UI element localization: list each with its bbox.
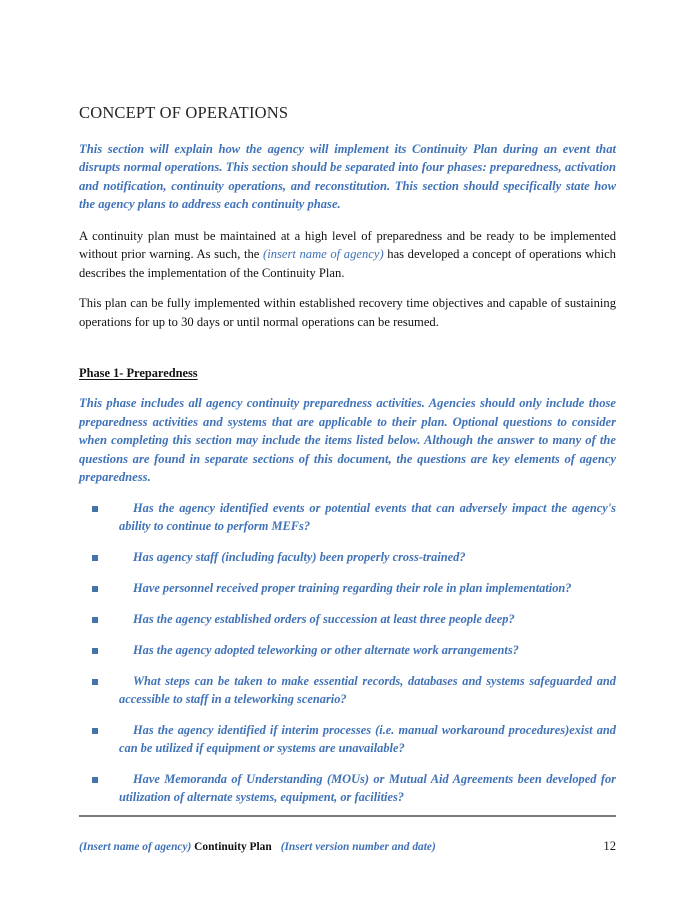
page-title: CONCEPT OF OPERATIONS xyxy=(79,103,289,122)
list-item xyxy=(79,611,616,629)
square-bullet-icon xyxy=(92,728,98,734)
list-item xyxy=(79,642,616,660)
list-item xyxy=(79,673,616,709)
square-bullet-icon xyxy=(92,555,98,561)
footer-version-placeholder: (Insert version number and date) xyxy=(280,841,436,853)
list-item xyxy=(79,722,616,758)
list-item-label: Has the agency identified if interim processes (i.e. manual workaround procedures)exist and can be utilized if equipment or systems are unavailable? xyxy=(119,722,616,755)
square-bullet-icon xyxy=(92,506,98,512)
list-item xyxy=(79,771,616,807)
list-item xyxy=(79,580,616,598)
page-footer xyxy=(79,838,616,855)
section-spacer xyxy=(79,343,616,366)
agency-name-placeholder: (insert name of agency) xyxy=(263,247,384,262)
list-item-label: Have Memoranda of Understanding (MOUs) or Mutual Aid Agreements been developed for utilization of alternate systems, equipment, or facilities? xyxy=(119,771,616,804)
intro-guidance-paragraph: This section will explain how the agency will implement its Continuity Plan during an event that disrupts normal operations. This section should be separated into four phases: preparedness, activation and notification, continuity operations, and reconstitution. This section should specifically state how the agency plans to address each continuity phase. xyxy=(79,141,616,212)
paragraph-text-after-placeholder: has developed a concept of operations which describes the implementation of the Continuity Plan. xyxy=(79,247,616,280)
phase-1-guidance-paragraph: This phase includes all agency continuity preparedness activities. Agencies should only include those preparedness activities and systems that are applicable to their plan. Optional questions to consider when completing this section may include the items listed below. Although the answer to many of the questions are found in separate sections of this document, the questions are key elements of agency preparedness. xyxy=(79,396,616,485)
list-item-label: Has the agency adopted teleworking or other alternate work arrangements? xyxy=(133,642,519,657)
list-item-label: Has agency staff (including faculty) been properly cross-trained? xyxy=(133,549,466,564)
square-bullet-icon xyxy=(92,586,98,592)
list-item-label: Has the agency identified events or potential events that can adversely impact the agency's ability to continue to perform MEFs? xyxy=(119,500,616,533)
page-content xyxy=(79,104,616,820)
preparedness-question-list xyxy=(79,500,616,807)
square-bullet-icon xyxy=(92,679,98,685)
square-bullet-icon xyxy=(92,648,98,654)
square-bullet-icon xyxy=(92,617,98,623)
paragraph-text-before-placeholder: A continuity plan must be maintained at a high level of preparedness and be ready to be implemented without prior warning. As such, the xyxy=(79,228,616,262)
phase-1-heading: Phase 1- Preparedness xyxy=(79,366,198,381)
list-item-label: What steps can be taken to make essential records, databases and systems safeguarded and accessible to staff in a teleworking scenario? xyxy=(119,673,616,706)
footer-text-group xyxy=(79,840,436,855)
square-bullet-icon xyxy=(92,777,98,783)
list-item xyxy=(79,549,616,567)
concept-of-operations-paragraph xyxy=(79,227,616,283)
page-number: 12 xyxy=(603,839,616,853)
recovery-time-objectives-paragraph: This plan can be fully implemented within established recovery time objectives and capable of sustaining operations for up to 30 days or until normal operations can be resumed. xyxy=(79,296,616,329)
footer-plan-label: Continuity Plan xyxy=(191,841,272,853)
footer-divider xyxy=(79,815,616,817)
list-item xyxy=(79,500,616,536)
list-item-label: Have personnel received proper training regarding their role in plan implementation? xyxy=(133,580,572,595)
footer-agency-placeholder: (Insert name of agency) xyxy=(79,841,192,853)
list-item-label: Has the agency established orders of succession at least three people deep? xyxy=(133,611,515,626)
